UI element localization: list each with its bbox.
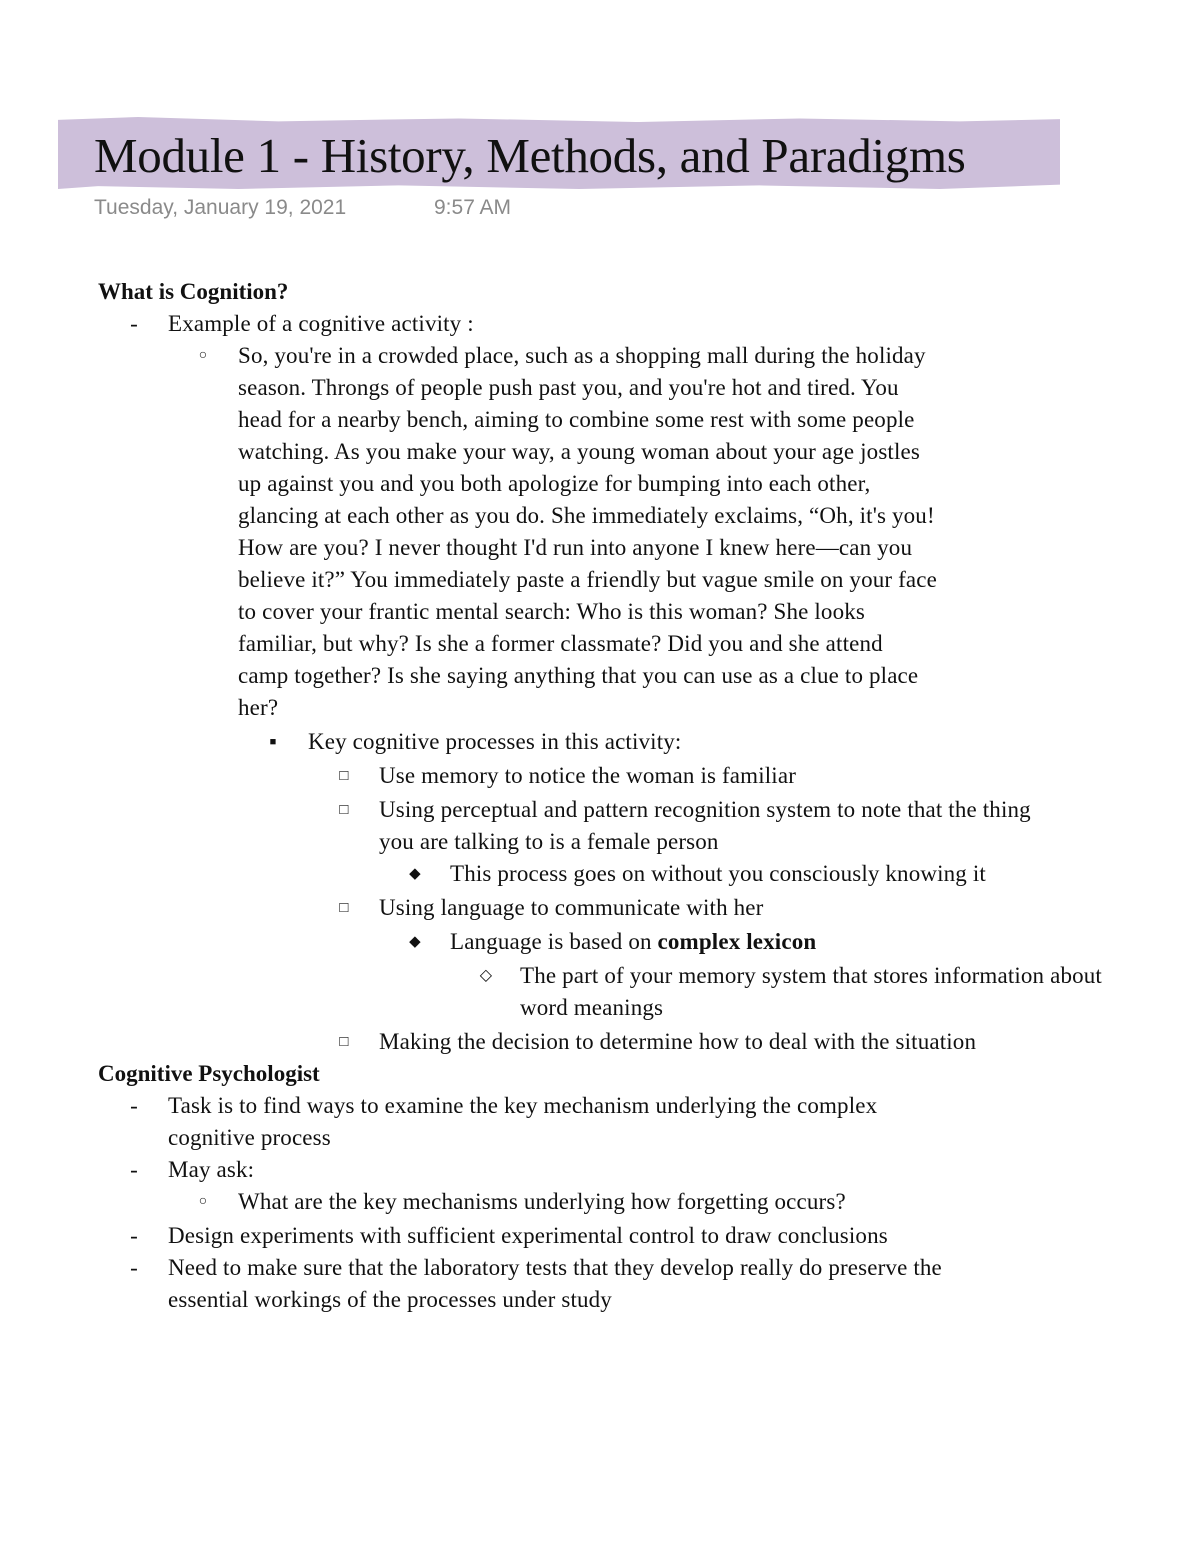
key-processes-label: Key cognitive processes in this activity: (308, 729, 682, 754)
list-item (98, 794, 1049, 858)
hollow-circle-bullet-icon: ○ (198, 348, 208, 363)
dash-bullet-icon: - (130, 1223, 138, 1248)
process-language: Using language to communicate with her (379, 895, 764, 920)
list-item (98, 1186, 1098, 1218)
list-item (98, 308, 1098, 340)
list-item (98, 1220, 958, 1252)
process-memory: Use memory to notice the woman is familiar (379, 763, 796, 788)
section-heading-cognition: What is Cognition? (98, 279, 289, 304)
psych-may-ask: May ask: (168, 1157, 255, 1182)
page-time: 9:57 AM (434, 196, 512, 219)
example-label: Example of a cognitive activity : (168, 311, 474, 336)
process-decision: Making the decision to determine how to deal with the situation (379, 1029, 977, 1054)
note-body (98, 276, 1102, 1316)
lexicon-term: complex lexicon (657, 929, 817, 954)
page-title: Module 1 - History, Methods, and Paradigms (94, 128, 966, 183)
dash-bullet-icon: - (130, 311, 138, 336)
psych-design: Design experiments with sufficient experimental control to draw conclusions (168, 1223, 888, 1248)
page-date: Tuesday, January 19, 2021 (94, 196, 347, 219)
hollow-square-bullet-icon: □ (339, 1034, 349, 1050)
list-item (98, 1154, 1098, 1186)
list-item (98, 960, 1140, 1024)
list-item (98, 1026, 1049, 1058)
list-item (98, 1090, 968, 1154)
dash-bullet-icon: - (130, 1157, 138, 1182)
hollow-square-bullet-icon: □ (339, 768, 349, 784)
hollow-square-bullet-icon: □ (339, 802, 349, 818)
dash-bullet-icon: - (130, 1255, 138, 1280)
lexicon-prefix: Language is based on (450, 929, 658, 954)
hollow-square-bullet-icon: □ (339, 900, 349, 916)
list-item (98, 858, 1090, 890)
filled-square-bullet-icon: ■ (269, 736, 277, 748)
filled-diamond-bullet-icon: ◆ (409, 866, 421, 882)
hollow-circle-bullet-icon: ○ (198, 1194, 208, 1209)
dash-bullet-icon: - (130, 1093, 138, 1118)
process-perception: Using perceptual and pattern recognition system to note that the thing you are talking to is a female person (379, 797, 1031, 854)
list-item (98, 340, 938, 724)
list-item (98, 726, 1098, 758)
list-item (98, 892, 1098, 924)
scenario-text: So, you're in a crowded place, such as a shopping mall during the holiday season. Throngs of people push past you, and you're hot and tired. You head for a nearby bench, aiming to combine some rest with some people watching. As you make your way, a young woman about your age jostles up against you and you both apologize for bumping into each other, glancing at each other as you do. She immediately exclaims, “Oh, it's you! How are you? I never thought I'd run into anyone I knew here—can you believe it?” You immediately paste a friendly but vague smile on your face to cover your frantic mental search: Who is this woman? She looks familiar, but why? Is she a former classmate? Did you and she attend camp together? Is she saying anything that you can use as a clue to place her? (238, 343, 937, 720)
psych-task: Task is to find ways to examine the key mechanism underlying the complex cognitive process (168, 1093, 878, 1150)
list-item (98, 926, 1098, 958)
filled-diamond-bullet-icon: ◆ (409, 934, 421, 950)
page-meta (94, 193, 512, 223)
hollow-diamond-bullet-icon: ◇ (479, 967, 493, 984)
section-heading-psychologist: Cognitive Psychologist (98, 1061, 320, 1086)
list-item (98, 1252, 998, 1316)
list-item (98, 760, 1098, 792)
perception-note: This process goes on without you consciously knowing it (450, 861, 986, 886)
lexicon-definition: The part of your memory system that stores information about word meanings (520, 963, 1102, 1020)
psych-question: What are the key mechanisms underlying how forgetting occurs? (238, 1189, 846, 1214)
psych-need: Need to make sure that the laboratory tests that they develop really do preserve the essential workings of the processes under study (168, 1255, 942, 1312)
